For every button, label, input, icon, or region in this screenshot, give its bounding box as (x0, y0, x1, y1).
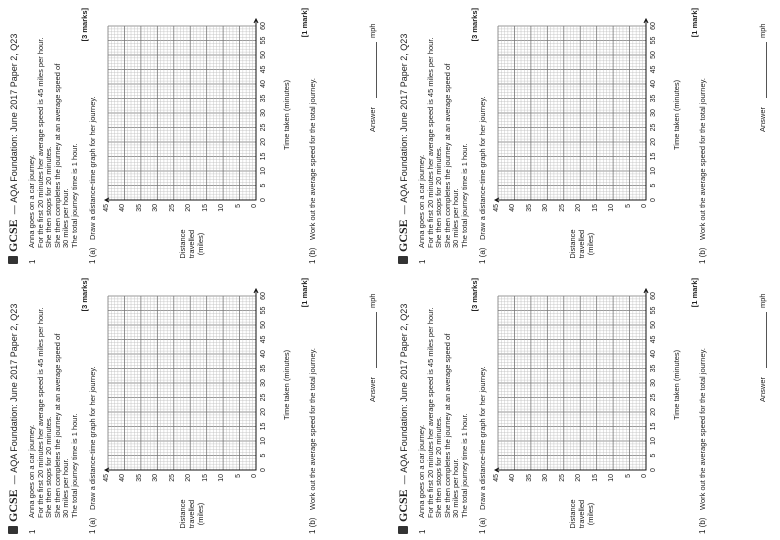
x-tick-label: 45 (260, 335, 267, 344)
question-line: For the first 20 minutes her average speed is 45 miles per hour. (425, 37, 435, 248)
answer-line[interactable] (766, 312, 767, 368)
y-axis-label-line: (miles) (586, 232, 595, 256)
question-line: Anna goes on a car journey. (417, 154, 426, 248)
x-tick-label: 50 (260, 321, 267, 329)
question-line: She then stops for 20 minutes. (44, 146, 54, 248)
question-number: 1 (418, 259, 427, 264)
question-line: 30 miles per hour. (61, 458, 71, 518)
y-tick-label: 10 (218, 474, 226, 482)
source-label: AQA Foundation: June 2017 Paper 2, Q23 (9, 33, 19, 203)
y-axis-label-line: travelled (577, 229, 586, 259)
y-tick-label: 30 (152, 204, 160, 212)
worksheet-page (0, 270, 390, 540)
source-label: AQA Foundation: June 2017 Paper 2, Q23 (399, 303, 409, 473)
part-a-marks: [3 marks] (470, 8, 479, 42)
y-axis-label (178, 494, 205, 534)
part-a-label: 1 (a) (88, 247, 97, 264)
question-line: For the first 20 minutes her average speed is 45 miles per hour. (425, 307, 435, 518)
part-a-label: 1 (a) (478, 247, 487, 264)
y-tick-label: 5 (624, 474, 632, 478)
question-line: She then stops for 20 minutes. (44, 416, 54, 518)
part-b-marks: [1 mark] (300, 8, 309, 38)
gcse-label: GCSE (6, 219, 20, 252)
part-b-text: Work out the average speed for the total journey. (698, 78, 707, 240)
question-line: She then completes the journey at an average speed of (52, 63, 62, 248)
x-tick-label: 0 (650, 468, 657, 472)
graph-paper-grid[interactable] (494, 286, 654, 476)
x-tick-label: 60 (650, 22, 657, 30)
y-tick-label: 40 (119, 474, 127, 482)
part-a-text: Draw a distance-time graph for her journey. (88, 96, 97, 240)
y-tick-label: 20 (575, 204, 583, 212)
x-tick-label: 10 (260, 167, 267, 175)
x-tick-label: 10 (650, 167, 657, 175)
question-line: 30 miles per hour. (451, 458, 461, 518)
y-tick-label: 30 (152, 474, 160, 482)
question-line: She then completes the journey at an average speed of (442, 333, 452, 518)
graph-paper-grid[interactable] (494, 16, 654, 206)
x-tick-label: 40 (260, 350, 267, 358)
x-tick-label: 5 (260, 183, 267, 188)
gcse-label: GCSE (6, 489, 20, 522)
worksheet-bottom-right (390, 270, 780, 540)
x-tick-label: 0 (260, 468, 267, 472)
x-tick-label: 30 (650, 109, 657, 117)
part-a-marks: [3 marks] (80, 278, 89, 312)
question-text (28, 18, 80, 248)
question-line: The total journey time is 1 hour. (69, 413, 79, 518)
question-line: She then completes the journey at an average speed of (442, 63, 452, 248)
gcse-label: GCSE (396, 219, 410, 252)
x-axis-label: Time taken (minutes) (672, 349, 681, 420)
question-text (28, 288, 80, 518)
y-tick-label: 35 (135, 204, 143, 212)
part-b-label: 1 (b) (698, 247, 707, 264)
y-tick-label: 40 (509, 474, 517, 482)
x-tick-label: 20 (650, 408, 657, 416)
y-axis-label-line: travelled (187, 499, 196, 529)
x-tick-label: 30 (260, 379, 267, 387)
y-tick-label: 30 (542, 204, 550, 212)
y-tick-label: 45 (493, 204, 500, 212)
x-tick-label: 25 (650, 123, 657, 132)
x-tick-label: 5 (650, 453, 657, 458)
gcse-label: GCSE (396, 489, 410, 522)
x-tick-label: 40 (260, 80, 267, 88)
answer-label: Answer (368, 106, 377, 132)
source-label: AQA Foundation: June 2017 Paper 2, Q23 (9, 303, 19, 473)
part-a-text: Draw a distance-time graph for her journey. (88, 366, 97, 510)
worksheet-top-left (0, 0, 390, 270)
part-b-label: 1 (b) (698, 517, 707, 534)
answer-line[interactable] (376, 42, 377, 98)
y-tick-label: 30 (542, 474, 550, 482)
x-tick-label: 55 (260, 306, 267, 315)
question-line: 30 miles per hour. (451, 188, 461, 248)
x-tick-label: 45 (260, 65, 267, 74)
question-number: 1 (28, 529, 37, 534)
y-tick-label: 15 (591, 204, 599, 212)
y-tick-label: 20 (575, 474, 583, 482)
x-tick-label: 35 (650, 94, 657, 103)
part-b-marks: [1 mark] (690, 8, 699, 38)
question-text (418, 18, 470, 248)
x-tick-label: 15 (650, 152, 657, 161)
y-axis-label (568, 224, 595, 264)
y-tick-label: 25 (558, 204, 566, 212)
worksheet-page (390, 270, 780, 540)
x-tick-label: 60 (260, 292, 267, 300)
y-tick-label: 15 (201, 204, 209, 212)
question-line: Anna goes on a car journey. (27, 424, 36, 518)
y-tick-label: 5 (234, 204, 242, 208)
x-tick-label: 35 (650, 364, 657, 373)
calculator-icon (8, 526, 18, 534)
x-tick-label: 45 (650, 335, 657, 344)
source-label: AQA Foundation: June 2017 Paper 2, Q23 (399, 33, 409, 203)
y-tick-label: 35 (525, 204, 533, 212)
x-tick-label: 0 (260, 198, 267, 202)
calculator-icon (398, 256, 408, 264)
question-line: The total journey time is 1 hour. (459, 143, 469, 248)
x-axis-label: Time taken (minutes) (282, 79, 291, 150)
x-tick-label: 20 (650, 138, 657, 146)
worksheet-bottom-left (0, 270, 390, 540)
part-a-marks: [3 marks] (470, 278, 479, 312)
y-tick-label: 45 (103, 474, 110, 482)
x-tick-label: 55 (260, 36, 267, 45)
x-tick-label: 60 (260, 22, 267, 30)
x-tick-label: 35 (260, 94, 267, 103)
y-tick-label: 10 (218, 204, 226, 212)
question-text (418, 288, 470, 518)
question-line: Anna goes on a car journey. (27, 154, 36, 248)
worksheet-top-right (390, 0, 780, 270)
x-tick-label: 10 (260, 437, 267, 445)
x-tick-label: 40 (650, 350, 657, 358)
part-b-label: 1 (b) (308, 247, 317, 264)
x-axis-label: Time taken (minutes) (282, 349, 291, 420)
part-b-text: Work out the average speed for the total journey. (308, 78, 317, 240)
question-line: She then stops for 20 minutes. (434, 416, 444, 518)
x-tick-label: 10 (650, 437, 657, 445)
x-tick-label: 30 (260, 109, 267, 117)
question-line: The total journey time is 1 hour. (459, 413, 469, 518)
y-tick-label: 45 (493, 474, 500, 482)
x-tick-label: 5 (260, 453, 267, 458)
answer-label: Answer (368, 376, 377, 402)
x-tick-label: 45 (650, 65, 657, 74)
graph-paper-grid[interactable] (104, 16, 264, 206)
part-b-label: 1 (b) (308, 517, 317, 534)
part-a-marks: [3 marks] (80, 8, 89, 42)
y-axis-label-line: (miles) (196, 502, 205, 526)
y-axis-label-line: Distance (568, 229, 577, 259)
part-a-label: 1 (a) (478, 517, 487, 534)
x-tick-label: 20 (260, 408, 267, 416)
x-tick-label: 15 (650, 422, 657, 431)
y-axis-label-line: Distance (568, 499, 577, 529)
answer-unit: mph (368, 293, 377, 308)
question-line: The total journey time is 1 hour. (69, 143, 79, 248)
y-axis-label-line: Distance (178, 229, 187, 259)
worksheet-page (0, 0, 390, 270)
x-tick-label: 5 (650, 183, 657, 188)
y-tick-label: 25 (168, 204, 176, 212)
worksheet-page (390, 0, 780, 270)
x-tick-label: 0 (650, 198, 657, 202)
y-axis-label-line: (miles) (196, 232, 205, 256)
calculator-icon (8, 256, 18, 264)
y-axis-label-line: travelled (577, 499, 586, 529)
answer-label: Answer (758, 376, 767, 402)
answer-unit: mph (368, 23, 377, 38)
question-line: She then completes the journey at an average speed of (52, 333, 62, 518)
header: GCSE — AQA Foundation: June 2017 Paper 2, Q23 (6, 33, 20, 252)
y-axis-label (178, 224, 205, 264)
graph-paper-grid[interactable] (104, 286, 264, 476)
answer-line[interactable] (766, 42, 767, 98)
x-tick-label: 15 (260, 422, 267, 431)
y-axis-label-line: (miles) (586, 502, 595, 526)
part-b-text: Work out the average speed for the total journey. (698, 348, 707, 510)
y-tick-label: 0 (251, 474, 258, 478)
question-line: For the first 20 minutes her average speed is 45 miles per hour. (35, 37, 45, 248)
part-a-text: Draw a distance-time graph for her journey. (478, 96, 487, 240)
y-tick-label: 0 (641, 204, 648, 208)
y-axis-label-line: Distance (178, 499, 187, 529)
question-line: For the first 20 minutes her average speed is 45 miles per hour. (35, 307, 45, 518)
answer-line[interactable] (376, 312, 377, 368)
part-b-text: Work out the average speed for the total journey. (308, 348, 317, 510)
calculator-icon (398, 526, 408, 534)
y-tick-label: 10 (608, 204, 616, 212)
header: GCSE — AQA Foundation: June 2017 Paper 2, Q23 (396, 303, 410, 522)
question-line: Anna goes on a car journey. (417, 424, 426, 518)
part-b-marks: [1 mark] (690, 278, 699, 308)
x-tick-label: 50 (650, 51, 657, 59)
y-tick-label: 25 (558, 474, 566, 482)
question-line: 30 miles per hour. (61, 188, 71, 248)
y-tick-label: 0 (251, 204, 258, 208)
y-tick-label: 20 (185, 474, 193, 482)
header: GCSE — AQA Foundation: June 2017 Paper 2, Q23 (6, 303, 20, 522)
y-axis-label-line: travelled (187, 229, 196, 259)
y-tick-label: 5 (624, 204, 632, 208)
y-tick-label: 15 (591, 474, 599, 482)
x-tick-label: 15 (260, 152, 267, 161)
y-tick-label: 40 (509, 204, 517, 212)
y-tick-label: 10 (608, 474, 616, 482)
y-tick-label: 15 (201, 474, 209, 482)
x-tick-label: 50 (650, 321, 657, 329)
y-tick-label: 35 (135, 474, 143, 482)
y-tick-label: 40 (119, 204, 127, 212)
x-tick-label: 60 (650, 292, 657, 300)
answer-unit: mph (758, 23, 767, 38)
x-tick-label: 55 (650, 306, 657, 315)
x-tick-label: 25 (260, 123, 267, 132)
answer-label: Answer (758, 106, 767, 132)
y-tick-label: 45 (103, 204, 110, 212)
y-tick-label: 5 (234, 474, 242, 478)
question-number: 1 (28, 259, 37, 264)
x-tick-label: 30 (650, 379, 657, 387)
part-b-marks: [1 mark] (300, 278, 309, 308)
x-tick-label: 50 (260, 51, 267, 59)
x-tick-label: 25 (260, 393, 267, 402)
y-tick-label: 25 (168, 474, 176, 482)
question-number: 1 (418, 529, 427, 534)
x-tick-label: 20 (260, 138, 267, 146)
question-line: She then stops for 20 minutes. (434, 146, 444, 248)
part-a-text: Draw a distance-time graph for her journey. (478, 366, 487, 510)
x-tick-label: 40 (650, 80, 657, 88)
x-tick-label: 35 (260, 364, 267, 373)
y-axis-label (568, 494, 595, 534)
answer-unit: mph (758, 293, 767, 308)
header: GCSE — AQA Foundation: June 2017 Paper 2, Q23 (396, 33, 410, 252)
x-tick-label: 55 (650, 36, 657, 45)
y-tick-label: 35 (525, 474, 533, 482)
y-tick-label: 0 (641, 474, 648, 478)
part-a-label: 1 (a) (88, 517, 97, 534)
y-tick-label: 20 (185, 204, 193, 212)
x-axis-label: Time taken (minutes) (672, 79, 681, 150)
x-tick-label: 25 (650, 393, 657, 402)
